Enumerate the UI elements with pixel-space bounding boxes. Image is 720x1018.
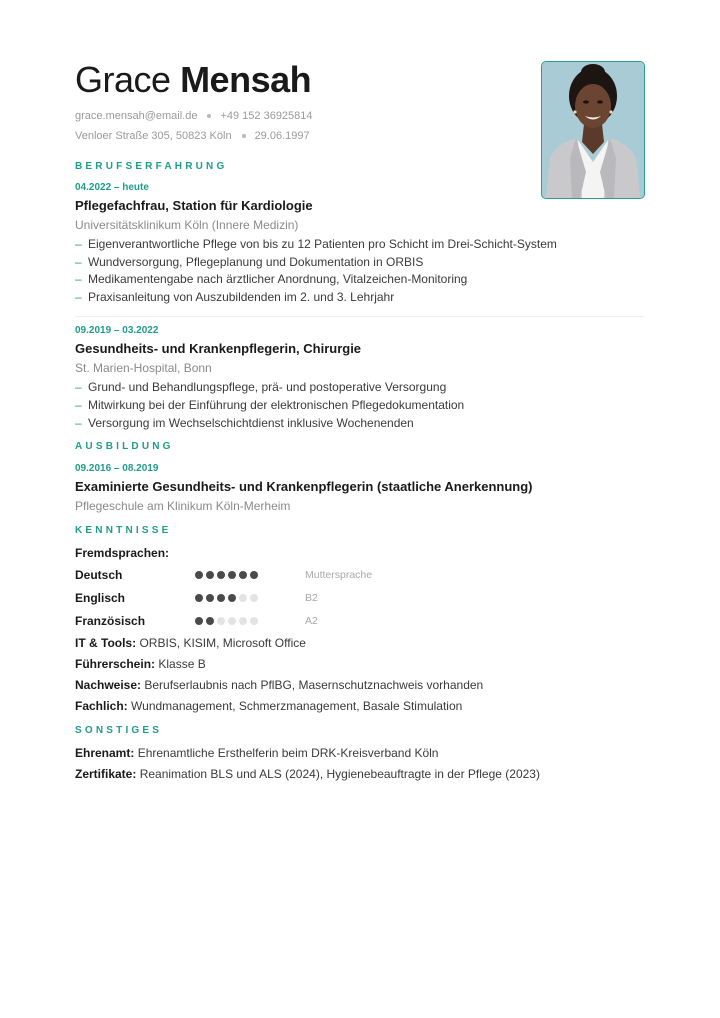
job-bullet [75, 237, 557, 252]
first-name: Grace [75, 59, 171, 100]
phone[interactable]: +49 152 36925814 [220, 110, 313, 122]
job-date: 09.2019 – 03.2022 [75, 325, 159, 336]
job-bullet [75, 416, 414, 431]
languages-label: Fremdsprachen: [75, 546, 170, 560]
rating-dot-filled [228, 594, 236, 602]
section-title-skills: KENNTNISSE [75, 525, 172, 536]
rating-dot-empty [228, 617, 236, 625]
skill-value: ORBIS, KISIM, Microsoft Office [139, 636, 306, 650]
rating-dot-empty [239, 594, 247, 602]
education-date: 09.2016 – 08.2019 [75, 463, 159, 474]
skill-item [75, 699, 462, 714]
rating-dot-empty [217, 617, 225, 625]
education-school: Pflegeschule am Klinikum Köln-Merheim [75, 499, 291, 513]
skill-value: Wundmanagement, Schmerzmanagement, Basale Stimulation [131, 699, 463, 713]
contact-row-2 [75, 129, 310, 143]
bullet-text: Versorgung im Wechselschichtdienst inklusive Wochenenden [88, 416, 414, 430]
rating-dot-filled [217, 571, 225, 579]
language-level: B2 [305, 592, 318, 604]
education-title: Examinierte Gesundheits- und Krankenpflegerin (staatliche Anerkennung) [75, 479, 533, 494]
rating-dot-filled [206, 617, 214, 625]
rating-dot-filled [206, 571, 214, 579]
section-title-education: AUSBILDUNG [75, 441, 174, 452]
skill-item [75, 678, 483, 693]
job-bullet [75, 380, 446, 395]
other-key: Zertifikate: [75, 767, 137, 781]
separator-dot [207, 114, 211, 118]
job-date: 04.2022 – heute [75, 182, 149, 193]
bullet-text: Eigenverantwortliche Pflege von bis zu 12 Patienten pro Schicht im Drei-Schicht-System [88, 237, 557, 251]
email[interactable]: grace.mensah@email.de [75, 110, 198, 122]
rating-dot-filled [195, 617, 203, 625]
job-bullet [75, 255, 423, 270]
other-key: Ehrenamt: [75, 746, 135, 760]
skill-value: Berufserlaubnis nach PflBG, Masernschutznachweis vorhanden [144, 678, 484, 692]
section-title-other: SONSTIGES [75, 725, 163, 736]
job-title: Gesundheits- und Krankenpflegerin, Chirurgie [75, 341, 362, 356]
dash-marker: – [75, 290, 82, 304]
dash-marker: – [75, 255, 82, 269]
bullet-text: Praxisanleitung von Auszubildenden im 2. und 3. Lehrjahr [88, 290, 395, 304]
other-item [75, 746, 438, 761]
last-name: Mensah [180, 59, 312, 100]
separator-dot [242, 134, 246, 138]
rating-dot-filled [217, 594, 225, 602]
dash-marker: – [75, 416, 82, 430]
other-value: Reanimation BLS und ALS (2024), Hygienebeauftragte in der Pflege (2023) [139, 767, 540, 781]
profile-photo [541, 61, 645, 199]
rating-dot-empty [239, 617, 247, 625]
other-value: Ehrenamtliche Ersthelferin beim DRK-Kreisverband Köln [137, 746, 439, 760]
rating-dot-filled [239, 571, 247, 579]
dash-marker: – [75, 380, 82, 394]
candidate-name [75, 58, 311, 102]
language-name: Englisch [75, 591, 126, 605]
rating-dot-filled [195, 594, 203, 602]
address: Venloer Straße 305, 50823 Köln [75, 130, 232, 142]
job-employer: Universitätsklinikum Köln (Innere Medizin) [75, 218, 299, 232]
bullet-text: Wundversorgung, Pflegeplanung und Dokumentation in ORBIS [88, 255, 424, 269]
language-name: Deutsch [75, 568, 123, 582]
language-level: Muttersprache [305, 569, 373, 581]
bullet-text: Mitwirkung bei der Einführung der elektronischen Pflegedokumentation [88, 398, 465, 412]
skill-key: Fachlich: [75, 699, 128, 713]
skill-key: Nachweise: [75, 678, 142, 692]
contact-row-1 [75, 109, 313, 123]
rating-dot-filled [228, 571, 236, 579]
bullet-text: Medikamentengabe nach ärztlicher Anordnung, Vitalzeichen-Monitoring [88, 272, 468, 286]
job-bullet [75, 290, 394, 305]
job-bullet [75, 398, 464, 413]
dash-marker: – [75, 237, 82, 251]
job-bullet [75, 272, 467, 287]
skill-key: Führerschein: [75, 657, 156, 671]
portrait-illustration [542, 62, 644, 198]
rating-dot-empty [250, 594, 258, 602]
skill-value: Klasse B [158, 657, 206, 671]
bullet-text: Grund- und Behandlungspflege, prä- und postoperative Versorgung [88, 380, 447, 394]
skill-item [75, 657, 206, 672]
language-level: A2 [305, 615, 318, 627]
dash-marker: – [75, 398, 82, 412]
job-title: Pflegefachfrau, Station für Kardiologie [75, 198, 313, 213]
rating-dot-filled [195, 571, 203, 579]
dash-marker: – [75, 272, 82, 286]
skill-item [75, 636, 306, 651]
birthdate: 29.06.1997 [254, 130, 310, 142]
skill-key: IT & Tools: [75, 636, 137, 650]
job-employer: St. Marien-Hospital, Bonn [75, 361, 212, 375]
language-name: Französisch [75, 614, 146, 628]
rating-dot-filled [250, 571, 258, 579]
section-title-experience: BERUFSERFAHRUNG [75, 161, 228, 172]
rating-dot-filled [206, 594, 214, 602]
other-item [75, 767, 540, 782]
entry-divider [75, 316, 644, 317]
rating-dot-empty [250, 617, 258, 625]
